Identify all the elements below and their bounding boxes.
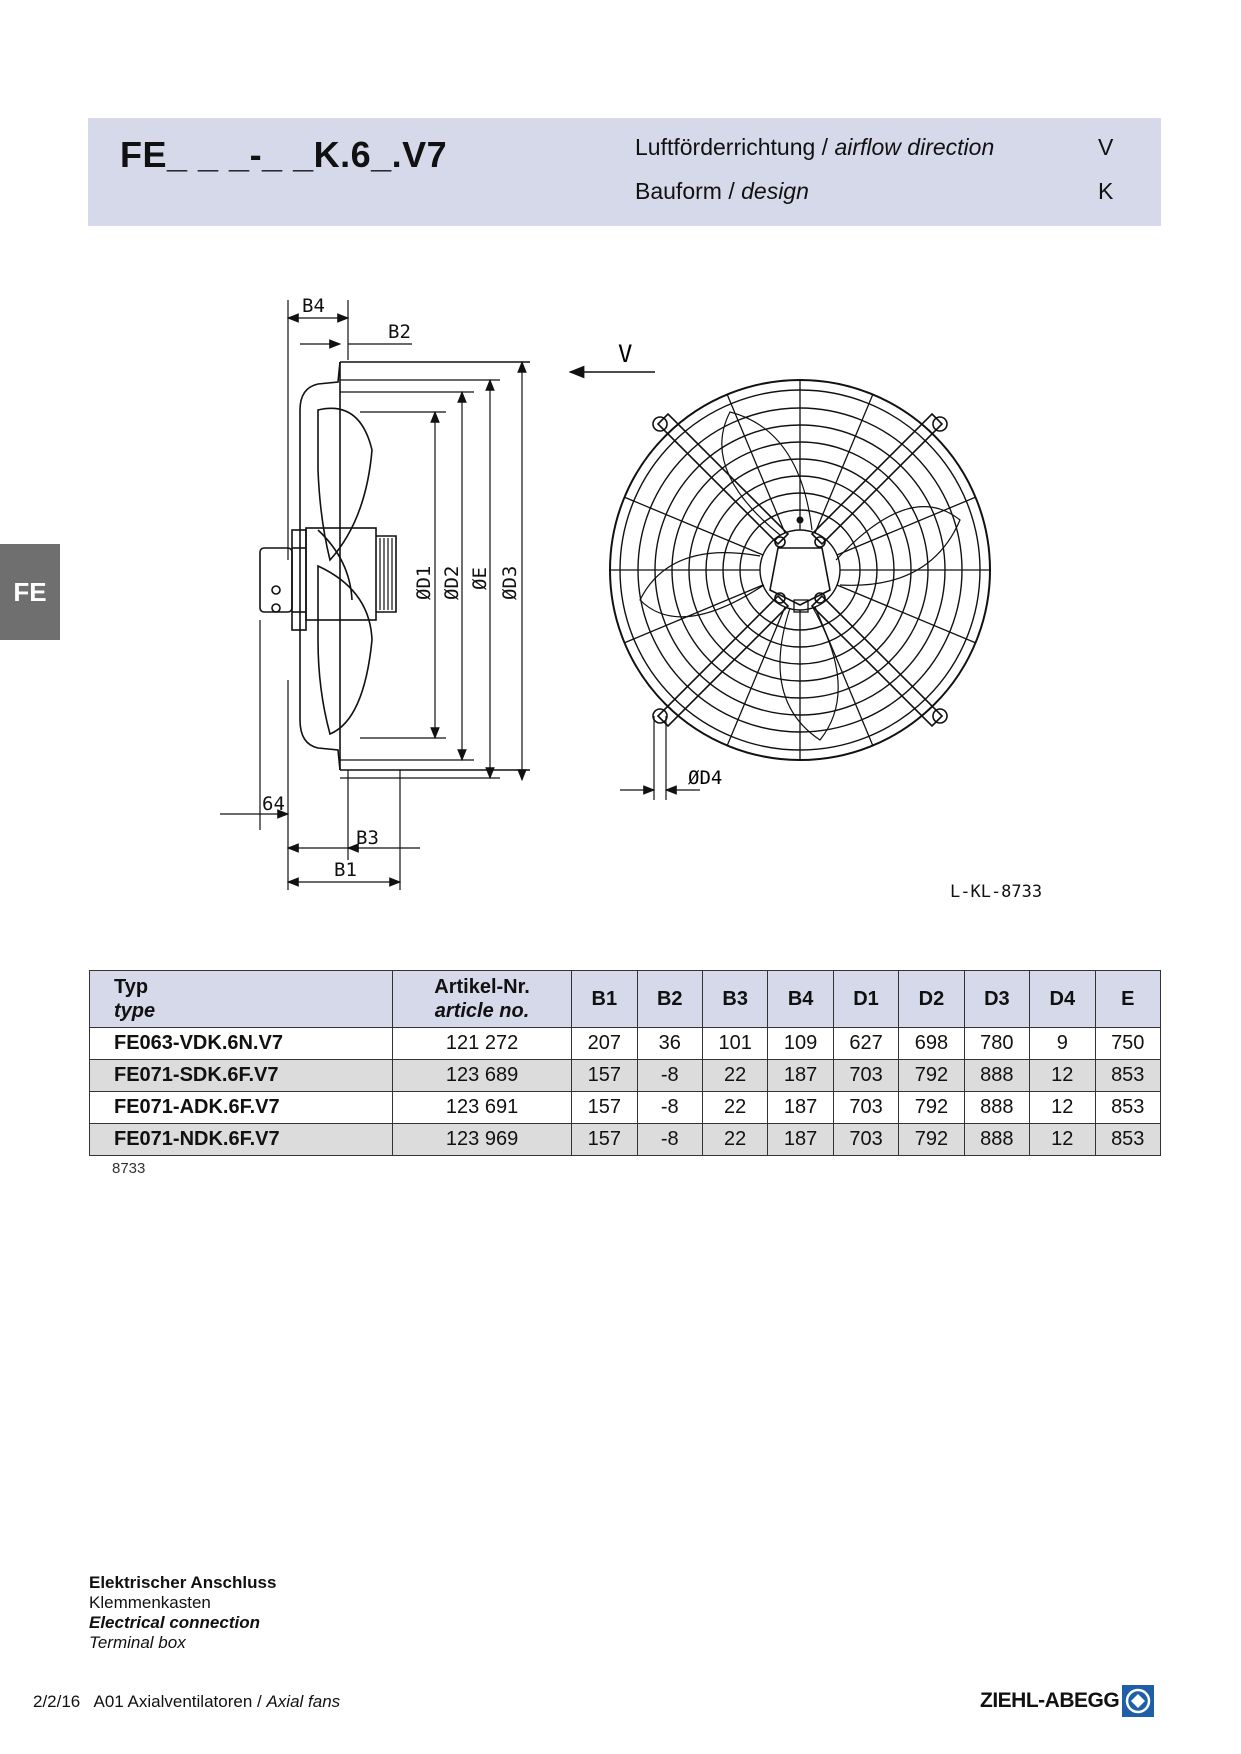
model-code: FE_ _ _-_ _K.6_.V7 <box>120 134 448 175</box>
col-b4: B4 <box>768 971 833 1028</box>
label-v: V <box>618 340 633 368</box>
label-d4: ØD4 <box>688 767 723 789</box>
label-d1: ØD1 <box>413 565 435 600</box>
table-note: 8733 <box>112 1160 146 1177</box>
table-row: FE071-SDK.6F.V7 123 689 157 -8 22 187 703 792 888 12 853 <box>90 1060 1161 1092</box>
col-d1: D1 <box>833 971 898 1028</box>
footer <box>33 1692 340 1712</box>
section-de: A01 Axialventilatoren / <box>93 1692 262 1711</box>
label-b3: B3 <box>356 827 379 849</box>
logo-emblem-icon <box>1121 1684 1155 1718</box>
table-header-row <box>90 971 1161 1028</box>
section-tab[interactable]: FE <box>0 544 60 640</box>
section-en: Axial fans <box>266 1692 341 1711</box>
label-b2: B2 <box>388 321 411 343</box>
airflow-value: V <box>1098 134 1114 160</box>
table-row: FE071-NDK.6F.V7 123 969 157 -8 22 187 703 792 888 12 853 <box>90 1124 1161 1156</box>
col-b3: B3 <box>702 971 767 1028</box>
col-b2: B2 <box>637 971 702 1028</box>
fan-front-view <box>610 380 990 760</box>
col-d2: D2 <box>899 971 964 1028</box>
col-b1: B1 <box>572 971 637 1028</box>
page-number: 2/2/16 <box>33 1692 81 1711</box>
col-e: E <box>1095 971 1161 1028</box>
label-d3: ØD3 <box>499 565 521 600</box>
label-b1: B1 <box>334 859 357 881</box>
col-type: Typ type <box>90 971 393 1028</box>
electrical-connection: Elektrischer Anschluss Klemmenkasten Electrical connection Terminal box <box>89 1573 277 1652</box>
brand-logo: ZIEHL-ABEGG <box>980 1684 1155 1718</box>
col-d4: D4 <box>1030 971 1095 1028</box>
label-d2: ØD2 <box>441 565 463 600</box>
label-64: 64 <box>262 793 285 815</box>
label-e: ØE <box>469 567 491 590</box>
table-row: FE063-VDK.6N.V7 121 272 207 36 101 109 627 698 780 9 750 <box>90 1028 1161 1060</box>
col-article: Artikel-Nr. article no. <box>392 971 571 1028</box>
dimension-table <box>89 970 1161 1156</box>
drawing-id: L-KL-8733 <box>950 882 1043 902</box>
design-value: K <box>1098 178 1114 204</box>
label-b4: B4 <box>302 295 325 317</box>
header-band <box>88 118 1161 226</box>
dimension-drawing <box>200 280 1060 920</box>
table-row: FE071-ADK.6F.V7 123 691 157 -8 22 187 703 792 888 12 853 <box>90 1092 1161 1124</box>
col-d3: D3 <box>964 971 1029 1028</box>
design-label: Bauform / design <box>635 178 809 204</box>
airflow-label: Luftförderrichtung / airflow direction <box>635 134 995 160</box>
